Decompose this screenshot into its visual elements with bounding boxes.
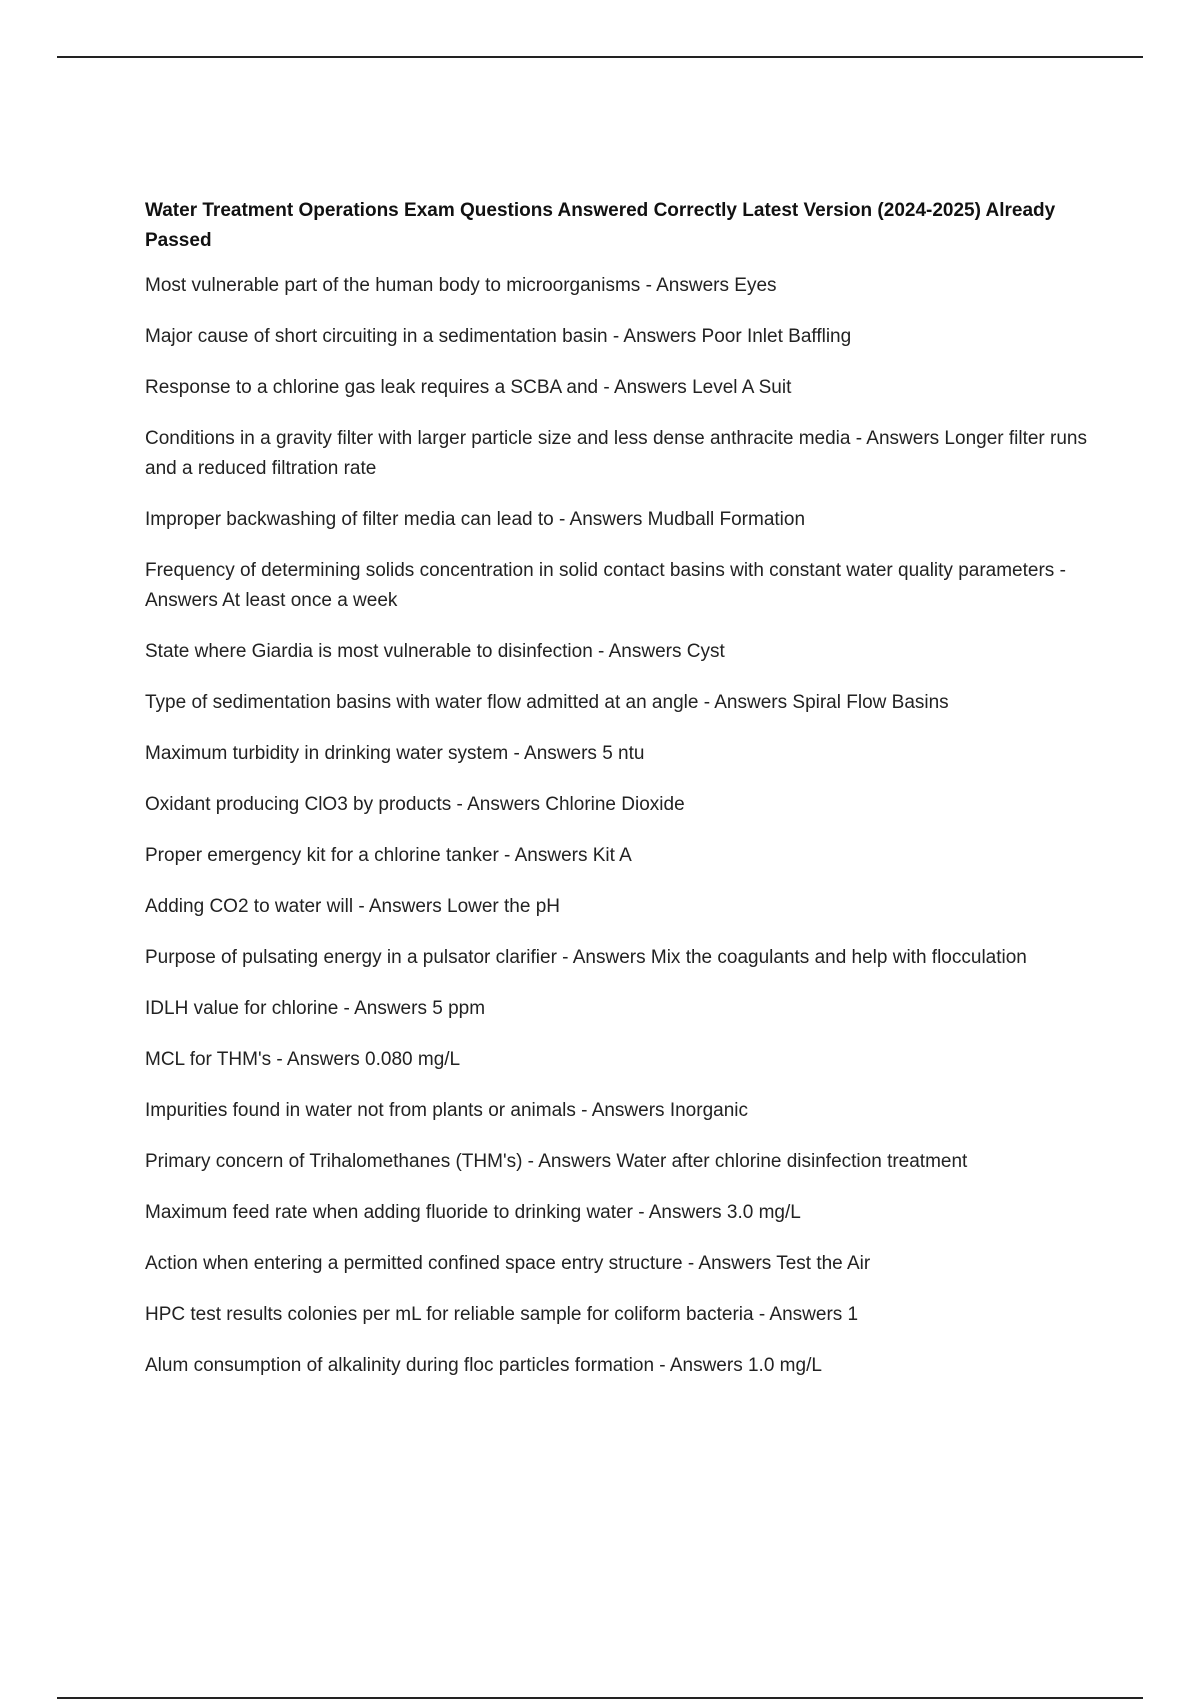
- qa-item: State where Giardia is most vulnerable to disinfection - Answers Cyst: [145, 641, 725, 662]
- qa-item: Primary concern of Trihalomethanes (THM's) - Answers Water after chlorine disinfection treatment: [145, 1151, 968, 1172]
- document-body: [145, 196, 1090, 1402]
- top-divider: [57, 56, 1143, 58]
- qa-item: Type of sedimentation basins with water flow admitted at an angle - Answers Spiral Flow Basins: [145, 692, 949, 713]
- qa-item: Impurities found in water not from plants or animals - Answers Inorganic: [145, 1100, 748, 1121]
- qa-item: Adding CO2 to water will - Answers Lower the pH: [145, 896, 561, 917]
- qa-item: Oxidant producing ClO3 by products - Answers Chlorine Dioxide: [145, 794, 685, 815]
- qa-item: Action when entering a permitted confined space entry structure - Answers Test the Air: [145, 1253, 871, 1274]
- qa-item: Purpose of pulsating energy in a pulsator clarifier - Answers Mix the coagulants and help with flocculation: [145, 947, 1027, 968]
- qa-item: IDLH value for chlorine - Answers 5 ppm: [145, 998, 486, 1019]
- document-title: Water Treatment Operations Exam Questions Answered Correctly Latest Version (2024-2025) Already Passed: [145, 200, 1056, 251]
- qa-item: Alum consumption of alkalinity during floc particles formation - Answers 1.0 mg/L: [145, 1355, 822, 1376]
- qa-list: [145, 271, 1090, 1381]
- qa-item: Proper emergency kit for a chlorine tanker - Answers Kit A: [145, 845, 632, 866]
- qa-item: Response to a chlorine gas leak requires a SCBA and - Answers Level A Suit: [145, 377, 792, 398]
- qa-item: Major cause of short circuiting in a sedimentation basin - Answers Poor Inlet Baffling: [145, 326, 852, 347]
- qa-item: Maximum feed rate when adding fluoride to drinking water - Answers 3.0 mg/L: [145, 1202, 801, 1223]
- qa-item: Improper backwashing of filter media can lead to - Answers Mudball Formation: [145, 509, 806, 530]
- qa-item: Most vulnerable part of the human body to microorganisms - Answers Eyes: [145, 275, 777, 296]
- qa-item: Maximum turbidity in drinking water system - Answers 5 ntu: [145, 743, 645, 764]
- qa-item: HPC test results colonies per mL for reliable sample for coliform bacteria - Answers 1: [145, 1304, 859, 1325]
- qa-item: MCL for THM's - Answers 0.080 mg/L: [145, 1049, 461, 1070]
- qa-item: Conditions in a gravity filter with larger particle size and less dense anthracite media - Answers Longer filter runs and a reduced filtration rate: [145, 428, 1088, 479]
- qa-item: Frequency of determining solids concentration in solid contact basins with constant water quality parameters - Answers At least once a week: [145, 560, 1066, 611]
- bottom-divider: [57, 1697, 1143, 1699]
